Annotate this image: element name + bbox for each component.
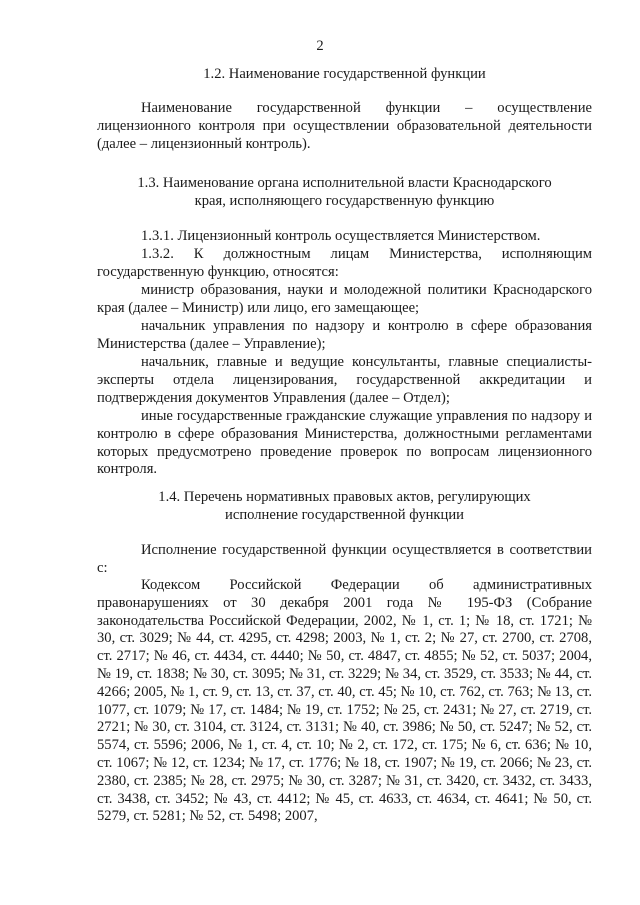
section-1-4-heading-line2: исполнение государственной функции (225, 507, 464, 523)
official-item-minister: министр образования, науки и молодежной политики Краснодарского края (далее – Министр) или лицо, его замещающее; (97, 282, 592, 316)
section-1-3-heading-line1: 1.3. Наименование органа исполнительной власти Краснодарского (137, 175, 552, 191)
official-item-civil-servants: иные государственные гражданские служащие управления по надзору и контролю в сфере образования Министерства, должностными регламентами которых предусмотрено проведение проверок по вопросам лицензионного контроля. (97, 408, 592, 478)
official-item-department-head: начальник управления по надзору и контролю в сфере образования Министерства (далее – Управление); (97, 318, 592, 352)
official-item-consultants: начальник, главные и ведущие консультанты, главные специалисты-эксперты отдела лицензирования, государственной аккредитации и подтверждения документов Управления (далее – Отдел); (97, 354, 592, 406)
section-1-2-heading: 1.2. Наименование государственной функции (203, 66, 486, 82)
section-1-4-heading-line1: 1.4. Перечень нормативных правовых актов, регулирующих (158, 489, 531, 505)
section-1-2-text: Наименование государственной функции – осуществление лицензионного контроля при осуществлении образовательной деятельности (далее – лицензионный контроль). (97, 100, 592, 152)
paragraph-1-3-1: 1.3.1. Лицензионный контроль осуществляется Министерством. (141, 228, 541, 244)
section-1-3-heading-line2: края, исполняющего государственную функцию (194, 193, 495, 209)
section-1-4-intro: Исполнение государственной функции осуществляется в соответствии с: (97, 542, 592, 576)
paragraph-1-3-2: 1.3.2. К должностным лицам Министерства, исполняющим государственную функцию, относятся: (97, 246, 592, 280)
koap-reference: Кодексом Российской Федерации об административных правонарушениях от 30 декабря 2001 года № 195-ФЗ (Собрание законодательства Российской Федерации, 2002, № 1, ст. 1; № 18, ст. 1721; № 30, ст. 3029; № 44, ст. 4295, ст. 4298; 2003, № 1, ст. 2; № 27, ст. 2700, ст. 2708, ст. 2717; № 46, ст. 4434, ст. 4440; № 50, ст. 4847, ст. 4855; № 52, ст. 5037; 2004, № 19, ст. 1838; № 30, ст. 3095; № 31, ст. 3229; № 34, ст. 3529, ст. 3533; № 44, ст. 4266; 2005, № 1, ст. 9, ст. 13, ст. 37, ст. 40, ст. 45; № 10, ст. 762, ст. 763; № 13, ст. 1077, ст. 1079; № 17, ст. 1484; № 19, ст. 1752; № 25, ст. 2431; № 27, ст. 2719, ст. 2721; № 30, ст. 3104, ст. 3124, ст. 3131; № 40, ст. 3986; № 50, ст. 5247; № 52, ст. 5574, ст. 5596; 2006, № 1, ст. 4, ст. 10; № 2, ст. 172, ст. 175; № 6, ст. 636; № 10, ст. 1067; № 12, ст. 1234; № 17, ст. 1776; № 18, ст. 1907; № 19, ст. 2066; № 23, ст. 2380, ст. 2385; № 28, ст. 2975; № 30, ст. 3287; № 31, ст. 3420, ст. 3432, ст. 3433, ст. 3438, ст. 3452; № 43, ст. 4412; № 45, ст. 4633, ст. 4634, ст. 4641; № 50, ст. 5279, ст. 5281; № 52, ст. 5498; 2007, (97, 577, 592, 825)
page-number: 2 (316, 38, 324, 54)
